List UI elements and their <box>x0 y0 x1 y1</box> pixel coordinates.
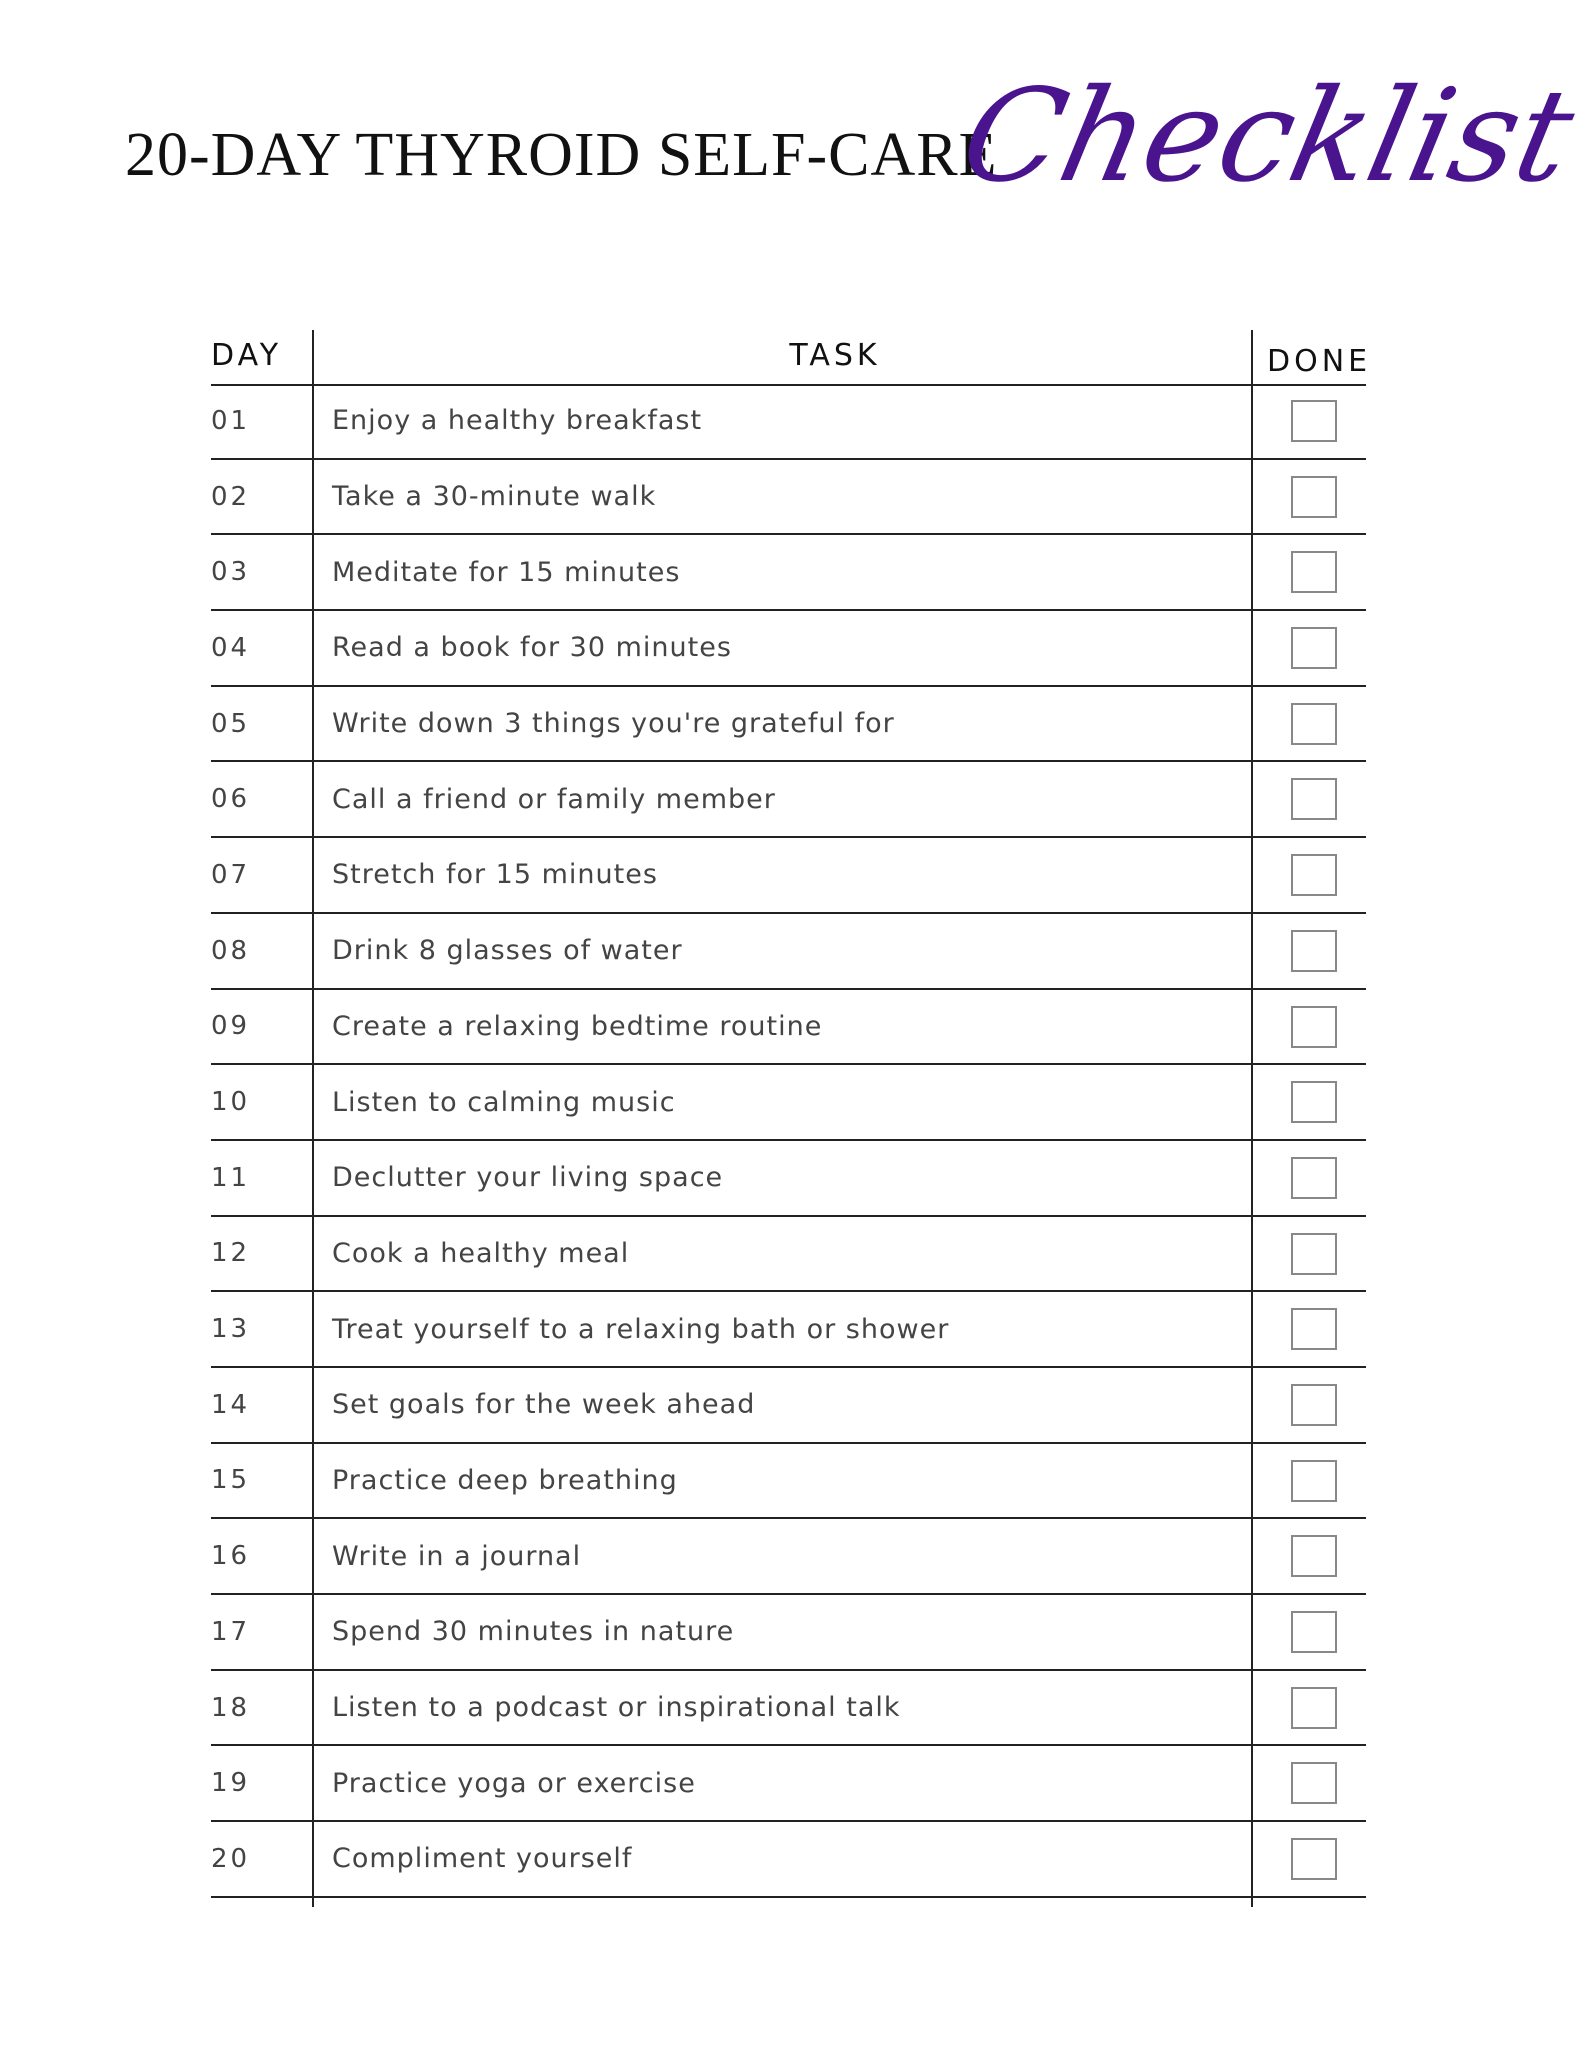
task-text: Read a book for 30 minutes <box>332 632 732 664</box>
day-number: 08 <box>211 935 251 966</box>
done-checkbox[interactable] <box>1291 1233 1337 1275</box>
task-text: Call a friend or family member <box>332 783 776 815</box>
day-number: 07 <box>211 859 251 890</box>
table-row <box>211 762 1366 838</box>
table-row <box>211 460 1366 536</box>
day-number: 19 <box>211 1768 251 1799</box>
page-title: 20-DAY THYROID SELF-CARE <box>125 121 998 189</box>
done-checkbox[interactable] <box>1291 627 1337 669</box>
task-text: Listen to calming music <box>332 1086 676 1118</box>
done-checkbox[interactable] <box>1291 778 1337 820</box>
done-checkbox[interactable] <box>1291 1687 1337 1729</box>
done-checkbox[interactable] <box>1291 1157 1337 1199</box>
done-checkbox[interactable] <box>1291 1308 1337 1350</box>
table-row <box>211 384 1366 460</box>
table-row <box>211 1292 1366 1368</box>
task-column-header <box>314 325 1356 385</box>
task-text: Practice yoga or exercise <box>332 1767 696 1799</box>
table-row <box>211 687 1366 763</box>
table-row <box>211 1065 1366 1141</box>
task-text: Set goals for the week ahead <box>332 1389 756 1421</box>
table-row <box>211 1519 1366 1595</box>
done-checkbox[interactable] <box>1291 1081 1337 1123</box>
done-checkbox[interactable] <box>1291 854 1337 896</box>
day-column-header: DAY <box>211 337 283 373</box>
task-text: Meditate for 15 minutes <box>332 556 681 588</box>
day-number: 02 <box>211 481 251 512</box>
task-text: Cook a healthy meal <box>332 1237 630 1269</box>
checklist-rows <box>211 384 1366 1898</box>
task-text: Listen to a podcast or inspirational talk <box>332 1692 901 1724</box>
done-checkbox[interactable] <box>1291 703 1337 745</box>
done-checkbox[interactable] <box>1291 400 1337 442</box>
table-row <box>211 1141 1366 1217</box>
day-number: 20 <box>211 1843 251 1874</box>
task-text: Drink 8 glasses of water <box>332 935 683 967</box>
task-text: Compliment yourself <box>332 1843 633 1875</box>
task-text: Declutter your living space <box>332 1162 724 1194</box>
done-checkbox[interactable] <box>1291 1006 1337 1048</box>
task-text: Take a 30-minute walk <box>332 481 657 513</box>
day-number: 09 <box>211 1011 251 1042</box>
day-number: 03 <box>211 557 251 588</box>
done-checkbox[interactable] <box>1291 551 1337 593</box>
day-number: 04 <box>211 632 251 663</box>
table-row <box>211 1822 1366 1898</box>
task-text: Stretch for 15 minutes <box>332 859 658 891</box>
checklist-table <box>211 325 1372 1907</box>
done-checkbox[interactable] <box>1291 476 1337 518</box>
table-row <box>211 1217 1366 1293</box>
done-checkbox[interactable] <box>1291 1460 1337 1502</box>
day-number: 11 <box>211 1162 251 1193</box>
table-row <box>211 611 1366 687</box>
checklist-script-title <box>949 45 1586 225</box>
task-text: Enjoy a healthy breakfast <box>332 405 703 437</box>
table-row <box>211 838 1366 914</box>
day-number: 14 <box>211 1389 251 1420</box>
day-number: 10 <box>211 1087 251 1118</box>
day-number: 12 <box>211 1238 251 1269</box>
table-row <box>211 1368 1366 1444</box>
task-text: Spend 30 minutes in nature <box>332 1616 735 1648</box>
done-column-header: DONE <box>1267 343 1372 379</box>
day-number: 06 <box>211 784 251 815</box>
table-row <box>211 535 1366 611</box>
day-number: 17 <box>211 1616 251 1647</box>
table-row <box>211 990 1366 1066</box>
day-number: 05 <box>211 708 251 739</box>
table-row <box>211 914 1366 990</box>
task-text: Write down 3 things you're grateful for <box>332 708 895 740</box>
done-checkbox[interactable] <box>1291 930 1337 972</box>
task-text: Treat yourself to a relaxing bath or shower <box>332 1313 950 1345</box>
task-text: Write in a journal <box>332 1540 582 1572</box>
day-number: 16 <box>211 1541 251 1572</box>
table-row <box>211 1595 1366 1671</box>
task-column-header-label: TASK <box>789 337 881 373</box>
task-text: Practice deep breathing <box>332 1464 678 1496</box>
checklist-script-text: Checklist <box>949 61 1586 211</box>
done-checkbox[interactable] <box>1291 1762 1337 1804</box>
day-number: 01 <box>211 405 251 436</box>
day-number: 13 <box>211 1314 251 1345</box>
done-checkbox[interactable] <box>1291 1384 1337 1426</box>
day-number: 15 <box>211 1465 251 1496</box>
done-checkbox[interactable] <box>1291 1611 1337 1653</box>
table-row <box>211 1746 1366 1822</box>
done-checkbox[interactable] <box>1291 1535 1337 1577</box>
day-number: 18 <box>211 1692 251 1723</box>
table-row <box>211 1671 1366 1747</box>
done-checkbox[interactable] <box>1291 1838 1337 1880</box>
task-text: Create a relaxing bedtime routine <box>332 1010 823 1042</box>
table-row <box>211 1444 1366 1520</box>
